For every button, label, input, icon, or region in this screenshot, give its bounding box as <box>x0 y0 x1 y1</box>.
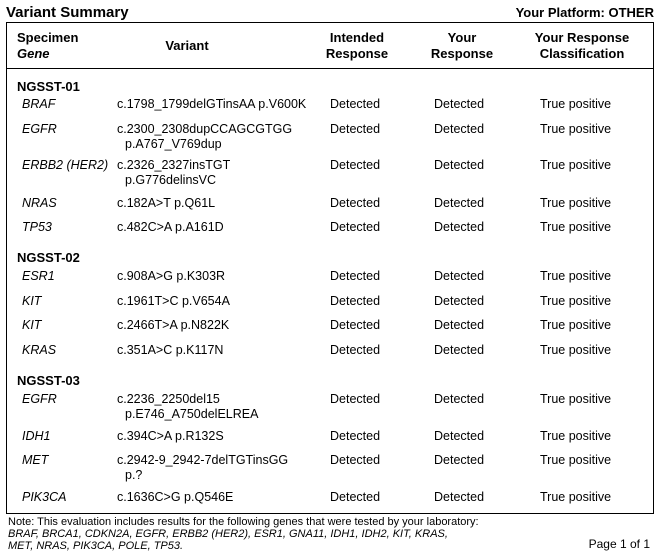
your-header-line1: Your <box>447 30 477 45</box>
your-response-cell: Detected <box>434 220 485 234</box>
variant-cell <box>117 97 327 112</box>
your-response-cell: Detected <box>434 429 485 443</box>
your-response-header <box>417 30 507 62</box>
your-response-cell: Detected <box>434 97 485 111</box>
intended-cell: Detected <box>330 122 381 136</box>
gene-list-line1: BRAF, BRCA1, CDKN2A, EGFR, ERBB2 (HER2), ESR1, GNA11, IDH1, IDH2, KIT, KRAS, <box>8 528 448 540</box>
intended-cell: Detected <box>330 318 381 332</box>
gene-header: Gene <box>17 46 50 61</box>
variant-header: Variant <box>165 38 209 53</box>
gene-cell: TP53 <box>22 220 52 234</box>
classification-cell: True positive <box>540 490 612 504</box>
specimen-gene-header <box>17 30 78 62</box>
intended-header-line1: Intended <box>329 30 385 45</box>
class-header-line1: Your Response <box>534 30 630 45</box>
variant-line1: c.351A>C p.K117N <box>117 343 224 357</box>
gene-cell: KIT <box>22 318 42 332</box>
specimen-group-label: NGSST-02 <box>17 250 80 265</box>
your-header-line2: Response <box>430 46 494 61</box>
variant-cell <box>117 453 327 483</box>
classification-cell: True positive <box>540 318 612 332</box>
variant-line1: c.1636C>G p.Q546E <box>117 490 234 504</box>
your-response-cell: Detected <box>434 196 485 210</box>
intended-cell: Detected <box>330 220 381 234</box>
intended-cell: Detected <box>330 97 381 111</box>
classification-cell: True positive <box>540 392 612 406</box>
gene-cell: KRAS <box>22 343 57 357</box>
variant-line1: c.2942-9_2942-7delTGTinsGG <box>117 453 289 467</box>
variant-cell <box>117 122 327 152</box>
intended-cell: Detected <box>330 453 381 467</box>
your-response-cell: Detected <box>434 392 485 406</box>
your-response-cell: Detected <box>434 490 485 504</box>
gene-cell: KIT <box>22 294 42 308</box>
variant-cell <box>117 269 327 284</box>
variant-cell <box>117 490 327 505</box>
variant-line1: c.2300_2308dupCCAGCGTGG <box>117 122 293 136</box>
your-response-cell: Detected <box>434 343 485 357</box>
variant-cell <box>117 220 327 235</box>
classification-cell: True positive <box>540 220 612 234</box>
classification-cell: True positive <box>540 453 612 467</box>
page-number: Page 1 of 1 <box>588 537 650 551</box>
your-response-cell: Detected <box>434 158 485 172</box>
class-header-line2: Classification <box>539 46 625 61</box>
variant-cell <box>117 318 327 333</box>
variant-line2: p.E746_A750delELREA <box>125 407 259 421</box>
intended-cell: Detected <box>330 343 381 357</box>
variant-line2: p.? <box>125 468 143 482</box>
gene-cell: EGFR <box>22 122 57 136</box>
gene-cell: BRAF <box>22 97 56 111</box>
variant-cell <box>117 294 327 309</box>
variant-cell <box>117 158 327 188</box>
classification-cell: True positive <box>540 122 612 136</box>
intended-cell: Detected <box>330 294 381 308</box>
specimen-group-label: NGSST-03 <box>17 373 80 388</box>
variant-cell <box>117 343 327 358</box>
variant-line2: p.A767_V769dup <box>125 137 222 151</box>
variant-line1: c.2236_2250del15 <box>117 392 220 406</box>
report-header <box>6 2 654 22</box>
variant-cell <box>117 429 327 444</box>
gene-cell: IDH1 <box>22 429 51 443</box>
gene-cell: PIK3CA <box>22 490 67 504</box>
platform-label: Your Platform: OTHER <box>515 4 654 20</box>
intended-cell: Detected <box>330 429 381 443</box>
your-response-cell: Detected <box>434 294 485 308</box>
gene-cell: EGFR <box>22 392 57 406</box>
gene-cell: MET <box>22 453 49 467</box>
classification-header <box>522 30 642 62</box>
variant-line1: c.1798_1799delGTinsAA p.V600K <box>117 97 307 111</box>
intended-cell: Detected <box>330 490 381 504</box>
your-response-cell: Detected <box>434 453 485 467</box>
your-response-cell: Detected <box>434 269 485 283</box>
classification-cell: True positive <box>540 97 612 111</box>
intended-cell: Detected <box>330 392 381 406</box>
variant-line1: c.482C>A p.A161D <box>117 220 224 234</box>
intended-cell: Detected <box>330 158 381 172</box>
gene-cell: ESR1 <box>22 269 55 283</box>
classification-cell: True positive <box>540 269 612 283</box>
gene-list-line2: MET, NRAS, PIK3CA, POLE, TP53. <box>8 540 184 552</box>
variant-line1: c.908A>G p.K303R <box>117 269 226 283</box>
intended-cell: Detected <box>330 269 381 283</box>
variant-cell <box>117 196 327 211</box>
variant-line1: c.1961T>C p.V654A <box>117 294 230 308</box>
variant-line2: p.G776delinsVC <box>125 173 217 187</box>
report-title: Variant Summary <box>6 3 129 21</box>
classification-cell: True positive <box>540 158 612 172</box>
your-response-cell: Detected <box>434 318 485 332</box>
footer-note <box>8 516 528 552</box>
specimen-header: Specimen <box>17 30 79 45</box>
note-text: Note: This evaluation includes results for the following genes that were tested by your laboratory: <box>8 516 479 528</box>
your-response-cell: Detected <box>434 122 485 136</box>
classification-cell: True positive <box>540 196 612 210</box>
variant-line1: c.2466T>A p.N822K <box>117 318 230 332</box>
variant-cell <box>117 392 327 422</box>
variant-line1: c.2326_2327insTGT <box>117 158 231 172</box>
variant-line1: c.182A>T p.Q61L <box>117 196 216 210</box>
gene-cell: NRAS <box>22 196 57 210</box>
intended-response-header <box>312 30 402 62</box>
intended-header-line2: Response <box>325 46 389 61</box>
classification-cell: True positive <box>540 294 612 308</box>
classification-cell: True positive <box>540 343 612 357</box>
gene-cell: ERBB2 (HER2) <box>22 158 109 172</box>
specimen-group-label: NGSST-01 <box>17 79 80 94</box>
classification-cell: True positive <box>540 429 612 443</box>
intended-cell: Detected <box>330 196 381 210</box>
table-header <box>7 23 653 69</box>
variant-table <box>6 22 654 514</box>
variant-line1: c.394C>A p.R132S <box>117 429 224 443</box>
